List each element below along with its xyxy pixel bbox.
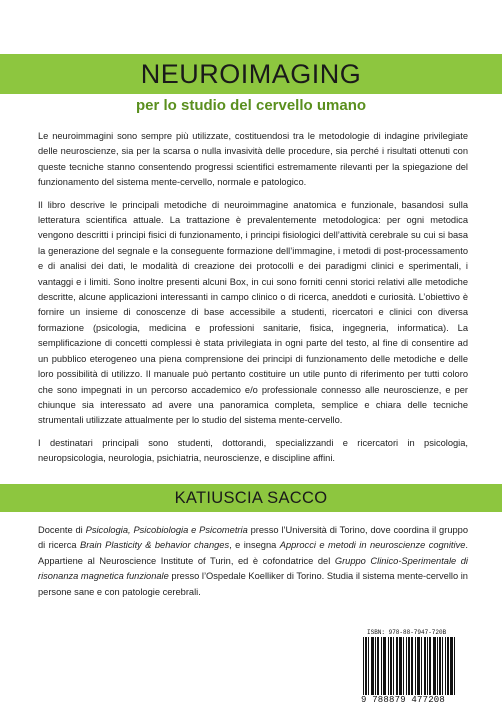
barcode-icon: [363, 637, 455, 695]
isbn-label: ISBN: 978-88-7947-720B: [367, 629, 447, 636]
author-bio-paragraph: [38, 523, 468, 600]
author-bio: [38, 523, 468, 607]
barcode-digits: 9 788879 477208: [361, 695, 446, 705]
author-band: [0, 484, 502, 512]
author-name: KATIUSCIA SACCO: [174, 488, 328, 507]
bio-italic-1: Psicologia, Psicobiologia e Psicometria: [85, 525, 248, 535]
bio-text-2: presso l’Università di Torino, dove coordina il gruppo di ricerca: [38, 525, 468, 551]
description-block: [38, 129, 468, 474]
bio-italic-2: Brain Plasticity & behavior changes: [80, 540, 230, 551]
book-title: NEUROIMAGING: [140, 58, 362, 89]
bio-text-1: Docente di: [38, 525, 86, 535]
bio-text-4: . Appartiene al Neuroscience Institute of Turin, ed è cofondatrice del: [38, 540, 468, 566]
description-paragraph-2: Il libro descrive le principali metodiche di neuroimmagine anatomica e funzionale, basandosi sulla letteratura scientifica attuale. La trattazione è prevalentemente metodologica: per ogni metodica vengono descritti i principi fisici di funzionamento, i principi fisiologici dell’attività cerebrale su cui si basa la generazione del segnale e la conseguente formazione dell’immagine, i metodi di post-processamento e di analisi dei dati, le modalità di creazione dei protocolli e dei paradigmi clinici e sperimentali, i vantaggi e i limiti. Sono inoltre presenti alcuni Box, in cui sono forniti cenni storici relativi alle metodiche descritte, alcune applicazioni interessanti in campo clinico o di ricerca, aneddoti e curiosità. L’obiettivo è fornire un insieme di conoscenze di base accessibile a studenti, ricercatori e clinici con diversa formazione (psicologia, medicina e professioni sanitarie, fisica, ingegneria, informatica). La semplificazione di concetti complessi è stata privilegiata in ogni parte del testo, al fine di consentire ad un pubblico eterogeneo una piena comprensione dei principi di funzionamento delle metodiche e delle loro possibilità di utilizzo. Il manuale può pertanto costituire un utile punto di riferimento per tutti coloro che sono impegnati in un percorso accademico e/o professionale connesso alle neuroscienze, e per chiunque sia interessato ad avere una panoramica completa, semplice e chiara delle tecniche strumentali utilizzate attualmente per lo studio del sistema mente-cervello.: [38, 199, 468, 426]
isbn-barcode: [357, 627, 461, 713]
title-band: [0, 54, 502, 94]
top-blank-area: [0, 0, 502, 50]
bio-text-5: presso l’Ospedale Koelliker di Torino. Studia il sistema mente-cervello in persone sane e con patologie cerebrali.: [38, 571, 468, 597]
description-paragraph-1: Le neuroimmagini sono sempre più utilizzate, costituendosi tra le metodologie di indagine privilegiate delle neuroscienze, sia per la scarsa o nulla invasività delle procedure, sia perché i risultati ottenuti con queste tecniche stanno consentendo progressi scientifici estremamente rilevanti per la spiegazione del funzionamento del sistema mente-cervello, normale e patologico.: [38, 131, 468, 188]
book-subtitle: per lo studio del cervello umano: [135, 97, 367, 114]
bio-italic-3: Approcci e metodi in neuroscienze cognitive: [279, 540, 466, 551]
bio-text-3: , e insegna: [229, 540, 280, 551]
bio-italic-4: Gruppo Clinico-Sperimentale di risonanza magnetica funzionale: [38, 555, 468, 582]
description-paragraph-3: I destinatari principali sono studenti, dottorandi, specializzandi e ricercatori in psicologia, neuropsicologia, neurologia, psichiatria, neuroscienze, e discipline affini.: [38, 437, 468, 464]
